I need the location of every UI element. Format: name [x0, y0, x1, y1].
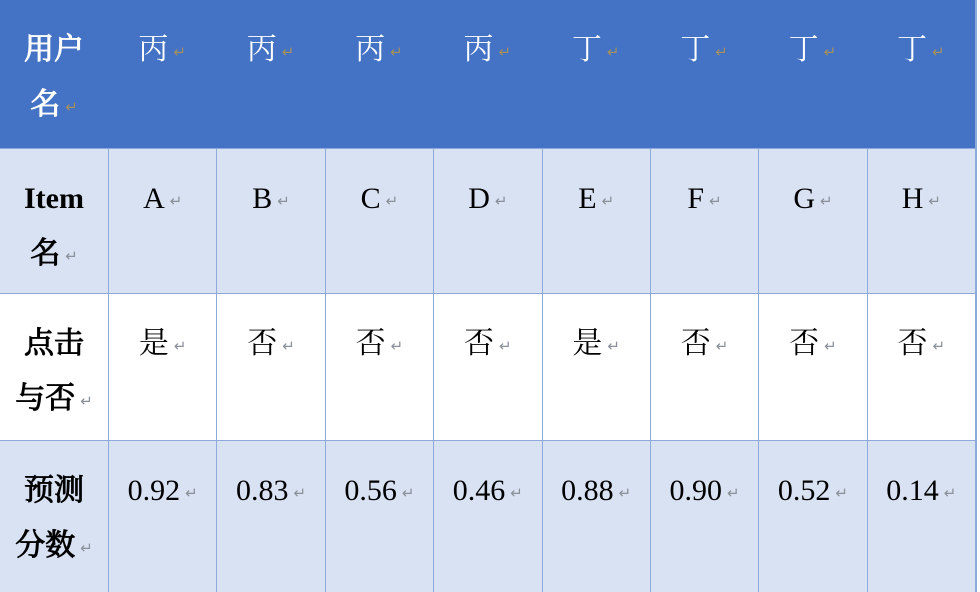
table-cell[interactable] [758, 441, 866, 592]
table-cell-line [109, 316, 216, 374]
table-cell-text: 丙 [138, 33, 169, 66]
row-label-text: 用户 [24, 33, 84, 66]
table-cell[interactable] [650, 294, 758, 440]
table-cell-text: 否 [897, 327, 928, 360]
table-cell[interactable] [108, 294, 216, 440]
row-label-line [0, 371, 108, 429]
table-cell-line [650, 22, 758, 80]
table-cell-text: 0.14 [886, 474, 939, 507]
row-label-text: 与否 [15, 382, 76, 415]
paragraph-mark-icon: ↵ [943, 484, 957, 502]
table-cell-line [759, 171, 866, 229]
table-cell-text: 是 [138, 327, 169, 360]
table-cell-line [543, 316, 650, 374]
table-cell-text: D [468, 182, 490, 215]
table-cell[interactable] [867, 149, 975, 293]
row-label-text: 名 [30, 88, 61, 121]
table-cell-line [867, 22, 975, 80]
table-cell-line [868, 463, 975, 521]
table-cell[interactable] [650, 0, 758, 148]
table-cell-line [326, 463, 433, 521]
paragraph-mark-icon: ↵ [281, 43, 295, 61]
table-row [0, 440, 975, 592]
paragraph-mark-icon: ↵ [607, 337, 620, 355]
table-cell[interactable] [325, 0, 433, 148]
table-cell-text: 0.46 [452, 474, 506, 507]
paragraph-mark-icon: ↵ [606, 43, 620, 61]
row-label-text: 名 [30, 237, 61, 270]
table-cell[interactable] [758, 149, 866, 293]
table-cell-text: 0.88 [561, 474, 614, 507]
paragraph-mark-icon: ↵ [618, 484, 632, 502]
paragraph-mark-icon: ↵ [277, 192, 290, 210]
table-cell-line [868, 316, 975, 374]
row-label-cell[interactable] [0, 0, 108, 148]
paragraph-mark-icon: ↵ [390, 337, 404, 355]
table-cell-line [651, 316, 758, 374]
table-cell[interactable] [108, 149, 216, 293]
table-cell-text: 丙 [463, 33, 494, 66]
paragraph-mark-icon: ↵ [80, 392, 93, 410]
table-row [0, 293, 975, 440]
table-cell-line [216, 22, 324, 80]
paragraph-mark-icon: ↵ [835, 484, 848, 502]
paragraph-mark-icon: ↵ [498, 43, 512, 61]
table-cell[interactable] [758, 0, 866, 148]
table-cell[interactable] [433, 441, 541, 592]
table-cell-text: H [901, 182, 924, 215]
paragraph-mark-icon: ↵ [282, 337, 295, 355]
table-cell-text: G [793, 182, 815, 215]
paragraph-mark-icon: ↵ [401, 484, 415, 502]
table-cell-text: 0.90 [669, 474, 723, 507]
table-cell[interactable] [542, 441, 650, 592]
table-cell-text: 丙 [246, 33, 277, 66]
table-cell[interactable] [325, 149, 433, 293]
paragraph-mark-icon: ↵ [390, 43, 403, 61]
row-label-line [0, 316, 108, 371]
row-label-text: 分数 [15, 529, 76, 562]
paragraph-mark-icon: ↵ [510, 484, 523, 502]
table-cell[interactable] [867, 441, 975, 592]
table-cell[interactable] [542, 294, 650, 440]
table-cell-line [326, 316, 433, 374]
table-cell-line [868, 171, 975, 229]
paragraph-mark-icon: ↵ [727, 484, 740, 502]
table-cell-line [433, 22, 541, 80]
table-cell-text: 丙 [355, 33, 386, 66]
table-cell-line [759, 316, 866, 374]
table-cell-text: 否 [247, 327, 278, 360]
paragraph-mark-icon: ↵ [715, 43, 728, 61]
table-cell[interactable] [108, 441, 216, 592]
table-cell[interactable] [542, 149, 650, 293]
row-label-line [0, 518, 108, 576]
row-label-line [0, 171, 108, 226]
paragraph-mark-icon: ↵ [65, 247, 78, 265]
table-cell-text: A [143, 182, 165, 215]
table-cell-line [109, 463, 216, 521]
paragraph-mark-icon: ↵ [932, 43, 945, 61]
table-cell-text: E [578, 182, 597, 215]
table-row [0, 148, 975, 293]
row-label-line [0, 463, 108, 518]
table-cell-line [217, 171, 324, 229]
table-cell[interactable] [758, 294, 866, 440]
table-cell[interactable] [650, 149, 758, 293]
paragraph-mark-icon: ↵ [494, 192, 508, 210]
row-label-cell[interactable] [0, 149, 108, 293]
table-cell-line [542, 22, 650, 80]
table-cell-text: 丁 [571, 33, 602, 66]
table-cell-text: 否 [355, 327, 386, 360]
table-cell[interactable] [216, 294, 324, 440]
table-cell[interactable] [216, 149, 324, 293]
row-label-cell[interactable] [0, 294, 108, 440]
paragraph-mark-icon: ↵ [601, 192, 615, 210]
table-cell-text: C [360, 182, 381, 215]
row-label-line [0, 22, 108, 77]
paragraph-mark-icon: ↵ [824, 337, 837, 355]
paragraph-mark-icon: ↵ [293, 484, 307, 502]
paragraph-mark-icon: ↵ [709, 192, 722, 210]
table-cell-line [217, 463, 324, 521]
table-cell-text: 是 [572, 327, 603, 360]
table-cell[interactable] [108, 0, 216, 148]
table-cell-line [543, 171, 650, 229]
table-cell[interactable] [542, 0, 650, 148]
paragraph-mark-icon: ↵ [173, 337, 187, 355]
row-label-line [0, 226, 108, 284]
table-cell[interactable] [216, 0, 324, 148]
row-label-text: 预测 [24, 474, 84, 507]
table-cell-text: 丁 [788, 33, 819, 66]
table-cell-text: 0.52 [777, 474, 831, 507]
table-cell-line [759, 463, 866, 521]
paragraph-mark-icon: ↵ [499, 337, 512, 355]
table-cell-text: 否 [464, 327, 495, 360]
paragraph-mark-icon: ↵ [185, 484, 198, 502]
table-cell-text: 丁 [897, 33, 928, 66]
table-cell-line [543, 463, 650, 521]
table-cell-text: 丁 [680, 33, 711, 66]
paragraph-mark-icon: ↵ [932, 337, 946, 355]
table-cell-line [434, 463, 541, 521]
table-cell-text: 否 [680, 327, 711, 360]
table-cell-text: 0.56 [344, 474, 397, 507]
table-cell-line [651, 171, 758, 229]
table-cell-line [325, 22, 433, 80]
paragraph-mark-icon: ↵ [80, 539, 93, 557]
table-cell[interactable] [216, 441, 324, 592]
table-cell[interactable] [325, 294, 433, 440]
table-cell[interactable] [867, 294, 975, 440]
table-cell[interactable] [433, 0, 541, 148]
paragraph-mark-icon: ↵ [823, 43, 837, 61]
row-label-cell[interactable] [0, 441, 108, 592]
table-cell-text: 0.92 [127, 474, 181, 507]
table-cell-line [217, 316, 324, 374]
paragraph-mark-icon: ↵ [715, 337, 729, 355]
table-cell-line [434, 316, 541, 374]
table-cell-line [108, 22, 216, 80]
row-label-text: Item [24, 182, 84, 215]
table-cell[interactable] [867, 0, 975, 148]
table-cell-text: B [252, 182, 273, 215]
paragraph-mark-icon: ↵ [928, 192, 941, 210]
paragraph-mark-icon: ↵ [65, 98, 78, 116]
table-cell[interactable] [433, 149, 541, 293]
table-cell[interactable] [325, 441, 433, 592]
table-cell-text: F [687, 182, 705, 215]
table-cell[interactable] [433, 294, 541, 440]
table-cell-line [434, 171, 541, 229]
table-cell[interactable] [650, 441, 758, 592]
paragraph-mark-icon: ↵ [173, 43, 186, 61]
table-cell-text: 0.83 [236, 474, 289, 507]
table-cell-line [109, 171, 216, 229]
paragraph-mark-icon: ↵ [385, 192, 399, 210]
row-label-text: 点击 [24, 327, 84, 360]
table-cell-line [326, 171, 433, 229]
paragraph-mark-icon: ↵ [819, 192, 833, 210]
table-cell-text: 否 [789, 327, 820, 360]
paragraph-mark-icon: ↵ [169, 192, 183, 210]
table-row [0, 0, 975, 148]
table-cell-line [651, 463, 758, 521]
table-cell-line [758, 22, 866, 80]
row-label-line [0, 77, 108, 135]
